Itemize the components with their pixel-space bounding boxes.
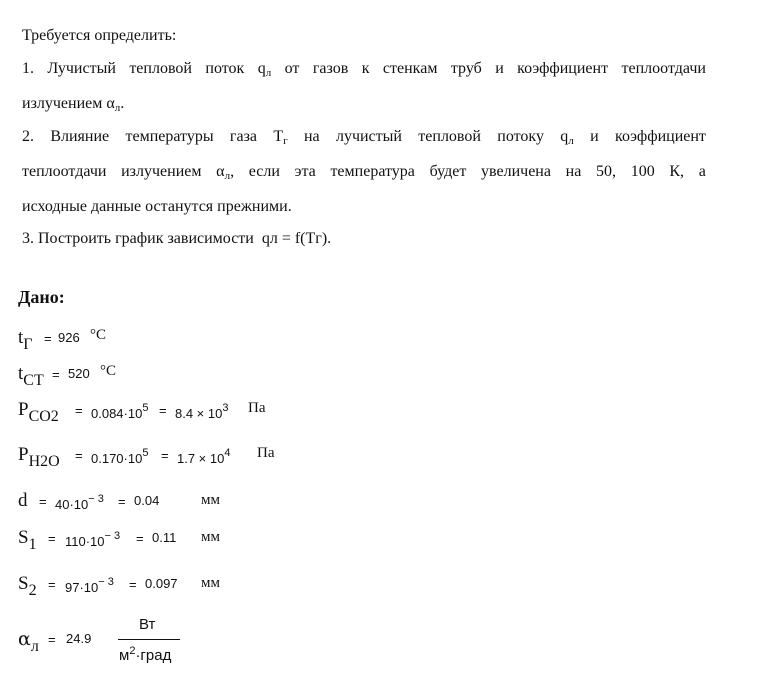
word: 1. <box>22 60 34 77</box>
given-heading: Дано: <box>18 287 65 307</box>
var-ph2o: $P_{H2O}$ <box>18 444 60 470</box>
word: теплоотдачи <box>621 60 706 77</box>
alpha-symbol: αл, <box>216 163 235 182</box>
unit-d: мм <box>201 492 220 508</box>
var-tg: $t_Г$ <box>18 327 33 353</box>
formula: qл = f(Тг). <box>261 230 332 247</box>
equals-sign: = <box>52 367 60 382</box>
task-item-2-line-1 <box>22 128 706 147</box>
value-d-b: 0.04 <box>134 493 160 508</box>
value-s1-b: 0.11 <box>152 530 177 545</box>
task-title: Требуется определить: <box>22 27 177 44</box>
word: коэффициент <box>615 128 706 145</box>
unit-tst: °C <box>100 363 117 379</box>
var-alpha: $\alpha_л$ <box>18 628 39 655</box>
task-item-3: 3. Построить график зависимости qл = f(Тг). <box>22 230 332 247</box>
value-pco2-b: $8.4 \times 10^3$ <box>175 402 229 421</box>
word: и <box>590 128 599 145</box>
fraction-bar <box>118 639 180 640</box>
word: тепловой <box>129 60 192 77</box>
word: лучистый <box>335 128 402 145</box>
equals-sign: = <box>75 403 83 418</box>
equals-sign: = <box>44 331 52 346</box>
equals-sign: = <box>39 494 47 509</box>
word: 50, <box>596 163 616 180</box>
equals-sign: = <box>159 403 167 418</box>
value-alpha: 24.9 <box>66 631 92 646</box>
word: излучением <box>121 163 202 180</box>
unit-s1: мм <box>201 529 220 545</box>
unit-ph2o: Па <box>257 445 275 461</box>
word: 100 <box>630 163 655 180</box>
word: от <box>284 60 300 77</box>
value-d-a: $40\cdot 10^{- 3}$ <box>55 493 104 512</box>
value-pco2-a: $0.084\cdot 10^5$ <box>91 402 149 421</box>
task-item-2-line-2 <box>22 163 706 182</box>
t-symbol: Тг <box>273 128 288 147</box>
word: газов <box>312 60 349 77</box>
equals-sign: = <box>129 577 137 592</box>
task-item-1-line-1 <box>22 60 706 79</box>
word: на <box>565 163 582 180</box>
value-s2-a: $97\cdot 10^{- 3}$ <box>65 576 114 595</box>
q-symbol: qл <box>257 60 272 79</box>
unit-pco2: Па <box>248 400 266 416</box>
var-s2: $S_2$ <box>18 573 37 599</box>
value-tst: 520 <box>68 366 90 381</box>
word: газа <box>229 128 257 145</box>
word: Лучистый <box>47 60 116 77</box>
word: а <box>698 163 706 180</box>
word: увеличена <box>481 163 551 180</box>
var-d: d <box>18 490 28 511</box>
word: эта <box>294 163 316 180</box>
value-s2-b: 0.097 <box>145 576 178 591</box>
value-ph2o-b: $1.7 \times 10^4$ <box>177 447 231 466</box>
word: температуры <box>125 128 214 145</box>
equals-sign: = <box>161 448 169 463</box>
word: будет <box>429 163 467 180</box>
var-s1: $S_1$ <box>18 527 37 553</box>
equals-sign: = <box>118 494 126 509</box>
word: 2. <box>22 128 34 145</box>
word: к <box>361 60 370 77</box>
word: поток <box>205 60 245 77</box>
word: и <box>495 60 504 77</box>
word: на <box>303 128 320 145</box>
unit-s2: мм <box>201 575 220 591</box>
word: если <box>248 163 280 180</box>
equals-sign: = <box>48 531 56 546</box>
word: теплоотдачи <box>22 163 107 180</box>
word: тепловой <box>418 128 481 145</box>
q-symbol: qл <box>560 128 574 147</box>
value-ph2o-a: $0.170\cdot 10^5$ <box>91 447 149 466</box>
unit-tg: °C <box>90 327 107 343</box>
value-tg: 926 <box>58 330 80 345</box>
word: стенкам <box>382 60 438 77</box>
word: температура <box>330 163 415 180</box>
var-tst: $t_{СТ}$ <box>18 363 44 389</box>
equals-sign: = <box>48 632 56 647</box>
word: потоку <box>497 128 544 145</box>
word: труб <box>450 60 482 77</box>
value-s1-a: $110\cdot 10^{- 3}$ <box>65 530 121 549</box>
equals-sign: = <box>48 577 56 592</box>
task-item-2-line-3: исходные данные останутся прежними. <box>22 198 292 215</box>
task-item-1-line-2: излучением αл. <box>22 95 125 114</box>
unit-alpha-denominator: $м^2\cdot град$ <box>119 645 172 664</box>
unit-alpha-numerator: Вт <box>139 616 156 633</box>
equals-sign: = <box>75 448 83 463</box>
word: Влияние <box>50 128 110 145</box>
word: К, <box>669 163 685 180</box>
var-pco2: $P_{CO2}$ <box>18 399 59 425</box>
equals-sign: = <box>136 531 144 546</box>
word: коэффициент <box>517 60 609 77</box>
